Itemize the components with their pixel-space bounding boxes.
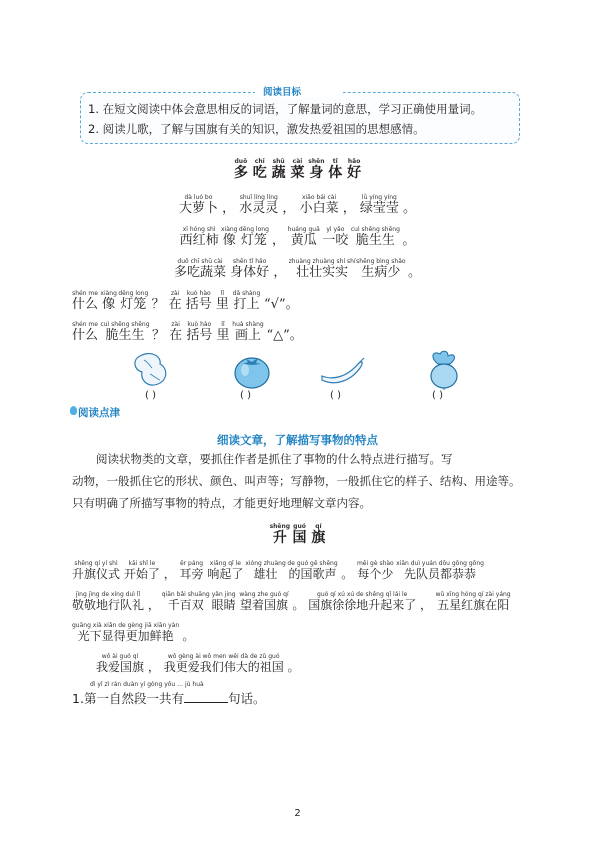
- ruby-segment: 小白菜xiǎo bái cài: [299, 194, 339, 216]
- ruby-segment: 多duō: [233, 158, 248, 181]
- ruby-segment: 千百双qiān bǎi shuāng: [161, 591, 210, 612]
- ruby-segment: 灯笼dēng long: [238, 226, 269, 248]
- ruby-segment: ，: [273, 265, 287, 280]
- ruby-segment: 。: [287, 660, 300, 674]
- tips-line-1: 阅读状物类的文章，要抓住作者是抓住了事物的什么特点进行描写。写: [96, 452, 453, 466]
- ruby-segment: 。: [402, 233, 416, 248]
- ruby-segment: 里lǐ: [216, 321, 230, 343]
- ruby-segment: 括号kuò hào: [186, 321, 213, 343]
- poem-title: [0, 158, 595, 182]
- article-title: [0, 523, 595, 547]
- poem-line-3: [0, 258, 595, 280]
- tips-label: 阅读点津: [78, 407, 120, 419]
- ruby-segment: ，: [147, 598, 160, 612]
- ruby-segment: 身shēn: [308, 158, 325, 181]
- ruby-segment: 什么shén me: [72, 290, 99, 312]
- radish-icon: [420, 350, 468, 390]
- ruby-segment: 。: [341, 567, 354, 581]
- ruby-segment: 体tǐ: [328, 158, 343, 181]
- question-lantern: [72, 290, 299, 312]
- ruby-segment: 光下显得更加鲜艳guāng xià xiǎn de gèng jiā xiān yàn: [72, 622, 180, 643]
- ruby-segment: 蔬shū: [271, 158, 286, 181]
- article-line-1: [72, 560, 537, 582]
- ruby-segment: 身体好shēn tǐ hǎo: [230, 258, 270, 280]
- ruby-segment: ，: [147, 660, 160, 674]
- page-number: 2: [294, 808, 301, 819]
- ruby-segment: 国guó: [292, 523, 307, 546]
- ruby-segment: 。: [407, 265, 421, 280]
- answer-paren-4[interactable]: ( ): [432, 390, 443, 401]
- reading-target-item-2: 2. 阅读儿歌，了解与国旗有关的知识，激发热爱祖国的思想感情。: [88, 122, 425, 136]
- ruby-segment: 打上dǎ shàng: [232, 290, 261, 312]
- ruby-segment: 脆生生cuì shēng shēng: [350, 226, 400, 248]
- ruby-segment: ？: [151, 297, 165, 312]
- article-line-2: [72, 591, 537, 613]
- ruby-segment: 灯笼dēng long: [118, 290, 149, 312]
- ruby-segment: 我爱国旗wǒ ài guó qí: [96, 653, 145, 674]
- ruby-segment: 在zài: [169, 321, 183, 343]
- poem-line-1: [0, 194, 595, 216]
- ruby-segment: 像xiàng: [220, 226, 238, 248]
- answer-paren-1[interactable]: ( ): [145, 390, 156, 401]
- ruby-segment: ，: [420, 598, 433, 612]
- ruby-segment: 。: [182, 629, 195, 643]
- ruby-segment: 升旗仪式shēng qí yí shì: [72, 560, 121, 581]
- cucumber-icon: [318, 350, 366, 390]
- ruby-segment: 括号kuò hào: [185, 290, 212, 312]
- ruby-segment: ，: [222, 201, 236, 216]
- ruby-segment: 里lǐ: [215, 290, 229, 312]
- ruby-segment: ，: [163, 567, 176, 581]
- ruby-segment: 。: [403, 201, 417, 216]
- ruby-segment: 国旗徐徐地升起来了guó qí xú xú de shēng qǐ lái le: [308, 591, 417, 612]
- question-crisp: [72, 321, 303, 343]
- ruby-segment: “△”。: [266, 328, 303, 343]
- ruby-segment: “√”。: [264, 297, 299, 312]
- ruby-segment: 生病少shēng bìng shǎo: [356, 258, 406, 280]
- ruby-segment: 壮壮实实zhuàng zhuàng shí shí: [288, 258, 356, 280]
- ruby-segment: 我更爱我们伟大的祖国wǒ gèng ài wǒ men wěi dà de zǔ guó: [163, 653, 284, 674]
- ruby-segment: 敬敬地行队礼jìng jìng de xíng duì lǐ: [72, 591, 145, 612]
- ruby-segment: 每个少měi gè shào: [356, 560, 394, 581]
- ruby-segment: ，: [272, 233, 286, 248]
- ruby-segment: 吃chī: [252, 158, 267, 181]
- ruby-segment: 旗qí: [311, 523, 326, 546]
- question-1: [72, 689, 265, 707]
- ruby-segment: 好hǎo: [347, 158, 362, 181]
- ruby-segment: 先队员都恭恭xiān duì yuán dōu gōng gōng: [396, 560, 484, 581]
- tips-heading: 细读文章，了解描写事物的特点: [217, 433, 378, 447]
- ruby-segment: 在zài: [168, 290, 182, 312]
- ruby-segment: 脆生生cuì shēng shēng: [100, 321, 150, 343]
- question-text-before: 第一自然段一共有: [83, 691, 184, 706]
- ruby-segment: 西红柿xī hóng shì: [179, 226, 219, 248]
- peanut-icon: [130, 350, 178, 390]
- question-text-after: 句话。: [227, 691, 266, 706]
- ruby-segment: 开始了kāi shǐ le: [123, 560, 160, 581]
- answer-paren-2[interactable]: ( ): [240, 390, 251, 401]
- question-number: 1.: [72, 691, 84, 706]
- article-line-3: [72, 622, 537, 644]
- ruby-segment: 什么shén me: [72, 321, 99, 343]
- ruby-segment: ，: [282, 201, 296, 216]
- ruby-segment: ？: [152, 328, 166, 343]
- ruby-segment: 画上huà shàng: [232, 321, 264, 343]
- ruby-segment: 眼睛yǎn jing: [211, 591, 236, 612]
- ruby-segment: 多吃蔬菜duō chī shū cài: [174, 258, 227, 280]
- tomato-icon: [228, 350, 276, 390]
- article-line-4: [72, 653, 561, 675]
- ruby-segment: ，: [342, 201, 356, 216]
- ruby-segment: 大萝卜dà luó bo: [178, 194, 218, 216]
- answer-paren-3[interactable]: ( ): [330, 390, 341, 401]
- ruby-segment: 耳旁ěr páng: [179, 560, 204, 581]
- ruby-segment: 黄瓜huáng guā: [287, 226, 320, 248]
- question-pinyin: dì yī zì rán duàn yí gòng yǒu … jù huà: [90, 681, 204, 688]
- ruby-segment: 水灵灵shuǐ líng líng: [239, 194, 279, 216]
- ruby-segment: 五星红旗在阳wǔ xīng hóng qí zài yáng: [435, 591, 511, 612]
- poem-line-2: [0, 226, 595, 248]
- ruby-segment: 雄壮xióng zhuàng: [245, 560, 286, 581]
- bulb-icon: [70, 406, 77, 415]
- tips-line-2: 动物，一般抓住它的形状、颜色、叫声等；写静物，一般抓住它的样子、结构、用途等。: [72, 474, 521, 488]
- reading-target-item-1: 1. 在短文阅读中体会意思相反的词语，了解量词的意思，学习正确使用量词。: [88, 102, 483, 116]
- ruby-segment: 升shēng: [269, 523, 291, 546]
- ruby-segment: 一咬yì yǎo: [322, 226, 349, 248]
- reading-target-title: 阅读目标: [263, 87, 302, 98]
- ruby-segment: 绿莹莹lǜ yíng yíng: [359, 194, 399, 216]
- ruby-segment: 的国歌声de guó gē shēng: [287, 560, 338, 581]
- ruby-segment: 像xiàng: [100, 290, 117, 312]
- ruby-segment: 响起了xiǎng qǐ le: [207, 560, 244, 581]
- ruby-segment: 。: [292, 598, 305, 612]
- ruby-segment: 望着国旗wàng zhe guó qí: [239, 591, 289, 612]
- ruby-segment: 菜cài: [290, 158, 305, 181]
- answer-blank[interactable]: [184, 690, 228, 703]
- tips-line-3: 只有明确了所描写事物的特点，才能更好地理解文章内容。: [72, 496, 371, 510]
